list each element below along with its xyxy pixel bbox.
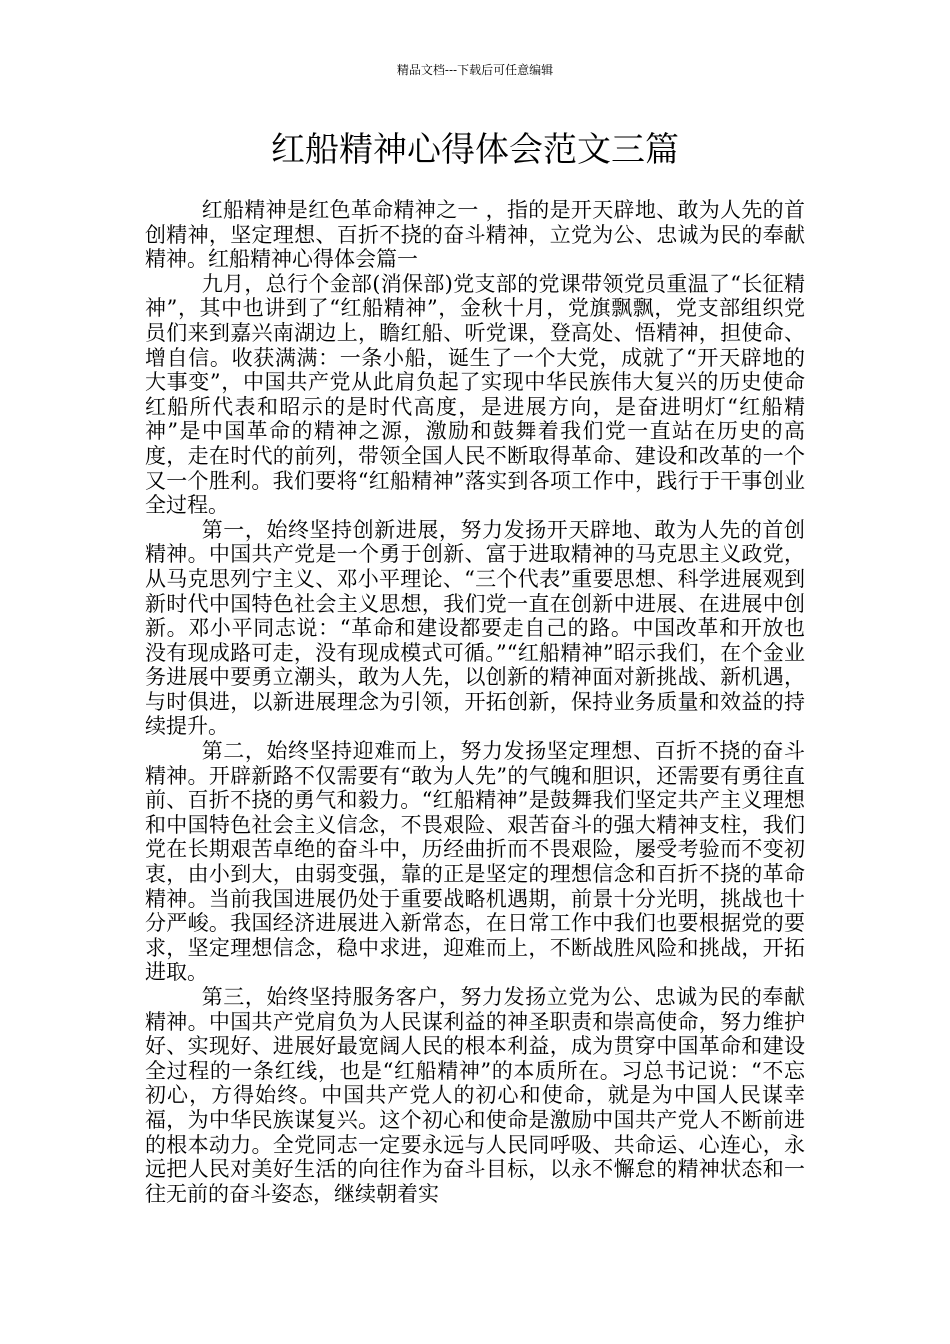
paragraph: 第三，始终坚持服务客户，努力发扬立党为公、忠诚为民的奉献精神。中国共产党肩负为人民谋利益的神圣职责和崇高使命，努力维护好、实现好、进展好最宽阔人民的根本利益，成为贯穿中国革命和建设全过程的一条红线，也是“红船精神”的本质所在。习总书记说：“不忘初心，方得始终。中国共产党人的初心和使命，就是为中国人民谋幸福，为中华民族谋复兴。这个初心和使命是激励中国共产党人不断前进的根本动力。全党同志一定要永远与人民同呼吸、共命运、心连心，永远把人民对美好生活的向往作为奋斗目标，以永不懈怠的精神状态和一往无前的奋斗姿态，继续朝着实 [145,985,805,1206]
document-body [145,198,805,1206]
header-note: 精品文档---下载后可任意编辑 [396,63,554,77]
document-title: 红船精神心得体会范文三篇 [271,130,679,170]
paragraph: 第一，始终坚持创新进展，努力发扬开天辟地、敢为人先的首创精神。中国共产党是一个勇于创新、富于进取精神的马克思主义政党，从马克思列宁主义、邓小平理论、“三个代表”重要思想、科学进展观到新时代中国特色社会主义思想，我们党一直在创新中进展、在进展中创新。邓小平同志说：“革命和建设都要走自己的路。中国改革和开放也没有现成路可走，没有现成模式可循。”“红船精神”昭示我们，在个金业务进展中要勇立潮头，敢为人先，以创新的精神面对新挑战、新机遇，与时俱进，以新进展理念为引领，开拓创新，保持业务质量和效益的持续提升。 [145,517,805,739]
paragraph: 红船精神是红色革命精神之一 ，指的是开天辟地、敢为人先的首创精神，坚定理想、百折不挠的奋斗精神，立党为公、忠诚为民的奉献精神。红船精神心得体会篇一 [145,198,805,272]
paragraph: 九月，总行个金部(消保部)党支部的党课带领党员重温了“长征精神”，其中也讲到了“红船精神”，金秋十月，党旗飘飘，党支部组织党员们来到嘉兴南湖边上，瞻红船、听党课，登高处、悟精神，担使命、增自信。收获满满：一条小船，诞生了一个大党，成就了“开天辟地的大事变”，中国共产党从此肩负起了实现中华民族伟大复兴的历史使命红船所代表和昭示的是时代高度，是进展方向，是奋进明灯“红船精神”是中国革命的精神之源，激励和鼓舞着我们党一直站在历史的高度，走在时代的前列，带领全国人民不断取得革命、建设和改革的一个又一个胜利。我们要将“红船精神”落实到各项工作中，践行于干事创业全过程。 [145,271,805,518]
paragraph: 第二，始终坚持迎难而上，努力发扬坚定理想、百折不挠的奋斗精神。开辟新路不仅需要有“敢为人先”的气魄和胆识，还需要有勇往直前、百折不挠的勇气和毅力。“红船精神”是鼓舞我们坚定共产主义理想和中国特色社会主义信念，不畏艰险、艰苦奋斗的强大精神支柱，我们党在长期艰苦卓绝的奋斗中，历经曲折而不畏艰险，屡受考验而不变初衷，由小到大，由弱变强，靠的正是坚定的理想信念和百折不挠的革命精神。当前我国进展仍处于重要战略机遇期，前景十分光明，挑战也十分严峻。我国经济进展进入新常态，在日常工作中我们也要根据党的要求，坚定理想信念，稳中求进，迎难而上，不断战胜风险和挑战，开拓进取。 [145,739,805,985]
